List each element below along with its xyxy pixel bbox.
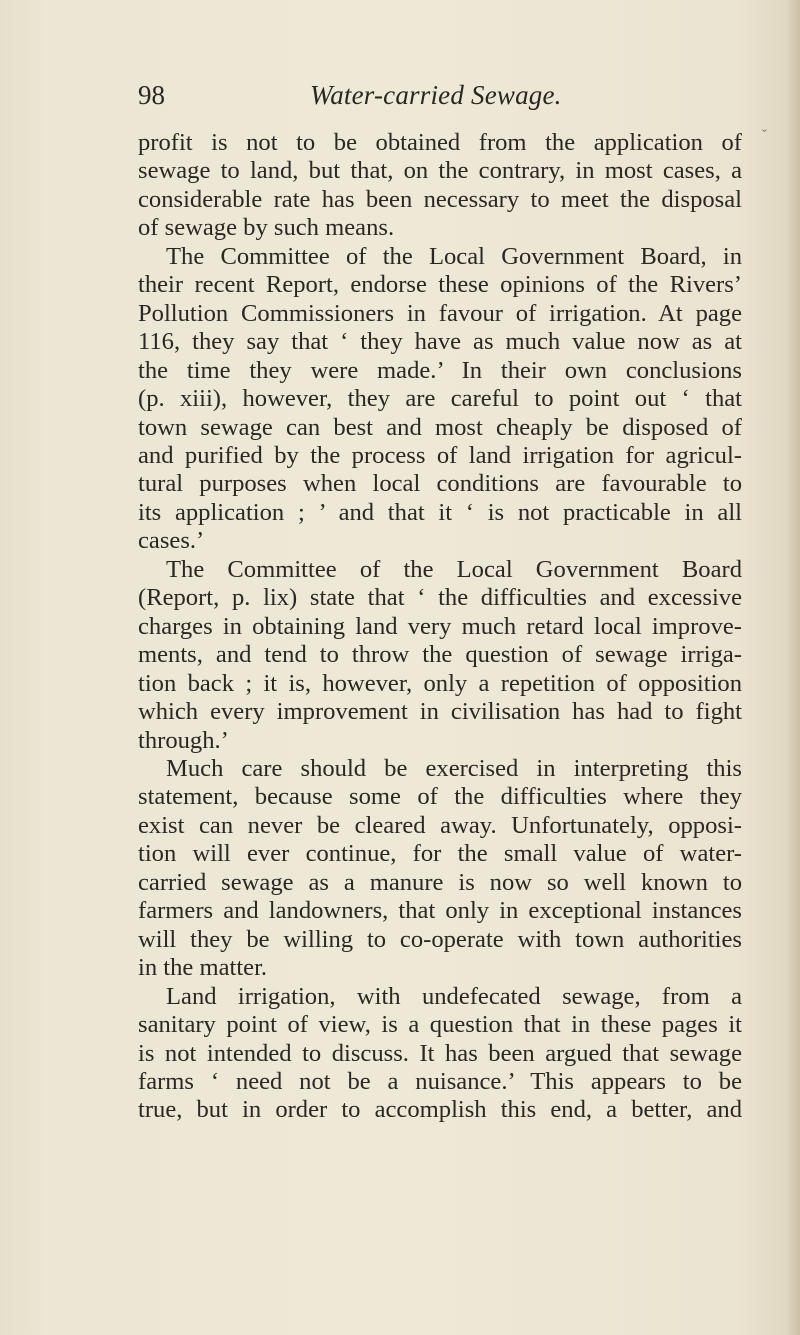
- text-line: tural purposes when local conditions are favourable to: [138, 470, 742, 498]
- text-line: Pollution Commissioners in favour of irrigation. At page: [138, 299, 742, 327]
- text-line: The Committee of the Local Government Board: [166, 555, 742, 583]
- text-line: sanitary point of view, is a question that in these pages it: [138, 1011, 742, 1039]
- text-line: (p. xiii), however, they are careful to point out ‘ that: [138, 385, 742, 413]
- page-header: [138, 78, 738, 118]
- running-title: Water-carried Sewage.: [310, 80, 562, 110]
- text-line: exist can never be cleared away. Unfortunately, opposi-: [138, 811, 742, 839]
- page-number: 98: [138, 80, 165, 110]
- text-line: farmers and landowners, that only in exceptional instances: [138, 897, 742, 925]
- text-line: considerable rate has been necessary to meet the disposal: [138, 185, 742, 213]
- body-text: [138, 129, 742, 1125]
- text-line: their recent Report, endorse these opinions of the Rivers’: [138, 271, 742, 299]
- paragraph-3: [138, 556, 742, 755]
- text-line: true, but in order to accomplish this end, a better, and: [138, 1096, 742, 1124]
- text-line: (Report, p. lix) state that ‘ the difficulties and excessive: [138, 584, 742, 612]
- paragraph-5: [138, 983, 742, 1125]
- text-line: Land irrigation, with undefecated sewage, from a: [166, 982, 742, 1010]
- text-line: profit is not to be obtained from the application of: [138, 129, 742, 156]
- text-line: farms ‘ need not be a nuisance.’ This appears to be: [138, 1067, 742, 1095]
- text-line: sewage to land, but that, on the contrary, in most cases, a: [138, 157, 742, 185]
- text-line: of sewage by such means.: [138, 214, 395, 242]
- text-line: its application ; ’ and that it ‘ is not practicable in all: [138, 498, 742, 526]
- text-line: charges in obtaining land very much retard local improve-: [138, 612, 742, 640]
- text-line: the time they were made.’ In their own conclusions: [138, 356, 742, 384]
- margin-mark: ˇ: [762, 128, 767, 143]
- paragraph-2: [138, 243, 742, 556]
- text-line: tion will ever continue, for the small value of water-: [138, 840, 742, 868]
- text-line: is not intended to discuss. It has been argued that sewage: [138, 1039, 742, 1067]
- page-edge-shadow: [786, 0, 800, 1335]
- text-line: ments, and tend to throw the question of sewage irriga-: [138, 641, 742, 669]
- text-line: will they be willing to co-operate with town authorities: [138, 925, 742, 953]
- text-line: tion back ; it is, however, only a repetition of opposition: [138, 669, 742, 697]
- text-line: Much care should be exercised in interpreting this: [166, 754, 742, 782]
- text-line: town sewage can best and most cheaply be disposed of: [138, 413, 742, 441]
- text-line: carried sewage as a manure is now so well known to: [138, 868, 742, 896]
- text-line: through.’: [138, 726, 229, 754]
- text-line: cases.’: [138, 527, 205, 555]
- text-line: 116, they say that ‘ they have as much value now as at: [138, 328, 742, 356]
- text-line: The Committee of the Local Government Board, in: [166, 242, 742, 270]
- text-line: in the matter.: [138, 954, 268, 982]
- text-line: which every improvement in civilisation has had to fight: [138, 698, 742, 726]
- paragraph-1: [138, 129, 742, 243]
- text-line: statement, because some of the difficulties where they: [138, 783, 742, 811]
- paragraph-4: [138, 755, 742, 983]
- text-line: and purified by the process of land irrigation for agricul-: [138, 441, 742, 469]
